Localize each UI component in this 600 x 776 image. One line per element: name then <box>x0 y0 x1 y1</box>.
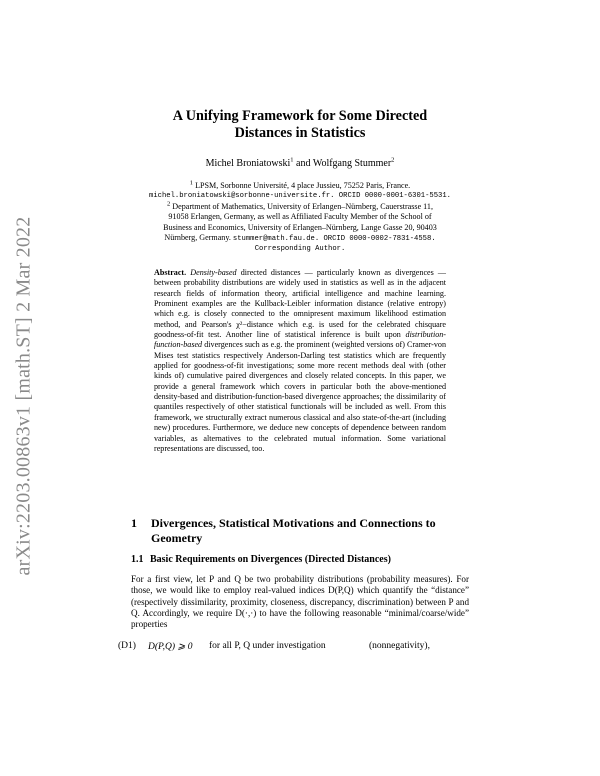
author-list <box>131 158 469 169</box>
affiliation-1-mark: 1 <box>189 179 194 187</box>
arxiv-identifier: arXiv:2203.00863v1 [math.ST] 2 Mar 2022 <box>12 216 35 576</box>
affiliation-2-line-3: Business and Economics, University of Erlangen–Nürnberg, Lange Gasse 20, 90403 <box>163 222 437 232</box>
abstract-label: Abstract. <box>154 268 187 277</box>
affiliation-2-line-4 <box>131 233 469 244</box>
author-2: Wolfgang Stummer <box>312 158 392 169</box>
abstract-emphasis-2: distribution-function-based <box>154 330 446 350</box>
affiliation-1 <box>131 181 469 191</box>
equation-expression: D(P,Q) ⩾ 0 <box>148 642 193 652</box>
abstract-emphasis-1: Density-based <box>190 268 237 277</box>
title-line-2: Distances in Statistics <box>234 125 366 141</box>
title-line-1: A Unifying Framework for Some Directed <box>172 108 428 124</box>
arxiv-stamp <box>12 186 36 606</box>
affiliations <box>131 181 469 255</box>
subsection-1-1-number: 1.1 <box>131 554 144 565</box>
equation-condition: for all P, Q under investigation <box>209 641 326 651</box>
affiliation-1-email: michel.broniatowski@sorbonne-universite.fr. ORCID 0000-0001-6301-5531. <box>149 192 451 201</box>
body-paragraph: For a first view, let P and Q be two probability distributions (probability measures). For those, we would like to employ real-valued indices D(P,Q) which quantify the “distance” (respectively dissimilarity, proximity, closeness, discrepancy, discrimination) between P and Q. Accordingly, we require D(·,·) to have the following reasonable “minimal/coarse/wide” properties <box>131 574 469 630</box>
author-1: Michel Broniatowski <box>205 158 291 169</box>
paper-title <box>131 108 469 142</box>
abstract-text-1: directed distances — particularly known as divergences — between probability distributions are widely used in statistics as well as in the adjacent research fields of information theory, artificial intelligence and machine learning. Prominent examples are the Kullback-Leibler information distance (relative entropy) which e.g. is closely connected to the omnipresent maximum likelihood estimation method, and Pearson's χ²−distance which e.g. is used for the celebrated chisquare goodness-of-fit test. Another line of statistical inference is built upon <box>154 268 446 340</box>
subsection-1-1-title: Basic Requirements on Divergences (Directed Distances) <box>150 554 391 565</box>
affiliation-2-mark: 2 <box>167 200 171 208</box>
authors-conjunction: and <box>293 158 313 169</box>
section-1-number: 1 <box>131 516 137 530</box>
affiliation-2-line-2: 91058 Erlangen, Germany, as well as Affiliated Faculty Member of the School of <box>168 212 432 222</box>
abstract-text-2: divergences such as e.g. the prominent (weighted versions of) Cramer-von Mises test statistics respectively Anderson-Darling test statistics which are frequently applied for goodness-of-fit investigations; some more recent methods deal with (other kinds of) cumulative paired divergences and closely related concepts. In this paper, we provide a general framework which covers in particular both the above-mentioned density-based and distribution-function-based divergence approaches; the dissimilarity of quantiles respectively of other statistical functionals will be included as well. From this framework, we structurally extract numerous classical and also state-of-the-art (including new) procedures. Furthermore, we deduce new concepts of dependence between random variables, as alternatives to the celebrated mutual information. Some variational representations are discussed, too. <box>154 340 446 453</box>
section-1-title: Divergences, Statistical Motivations and Connections to Geometry <box>151 516 436 545</box>
author-2-mark: 2 <box>391 156 395 164</box>
affiliation-2-city: Nürnberg, Germany. <box>164 233 233 243</box>
affiliation-2 <box>131 202 469 212</box>
affiliation-2-email: stummer@math.fau.de. ORCID 0000-0002-7831-4558. <box>232 235 436 244</box>
affiliation-1-text: LPSM, Sorbonne Université, 4 place Jussieu, 75252 Paris, France. <box>193 181 411 190</box>
affiliation-2-line-1: Department of Mathematics, University of Erlangen–Nürnberg, Cauerstrasse 11, <box>170 201 433 211</box>
author-1-mark: 1 <box>290 156 294 164</box>
equation-note: (nonnegativity), <box>369 641 430 651</box>
corresponding-author: Corresponding Author. <box>254 245 346 254</box>
abstract <box>154 268 446 454</box>
equation-label: (D1) <box>118 641 136 651</box>
equation-d1 <box>118 639 470 655</box>
